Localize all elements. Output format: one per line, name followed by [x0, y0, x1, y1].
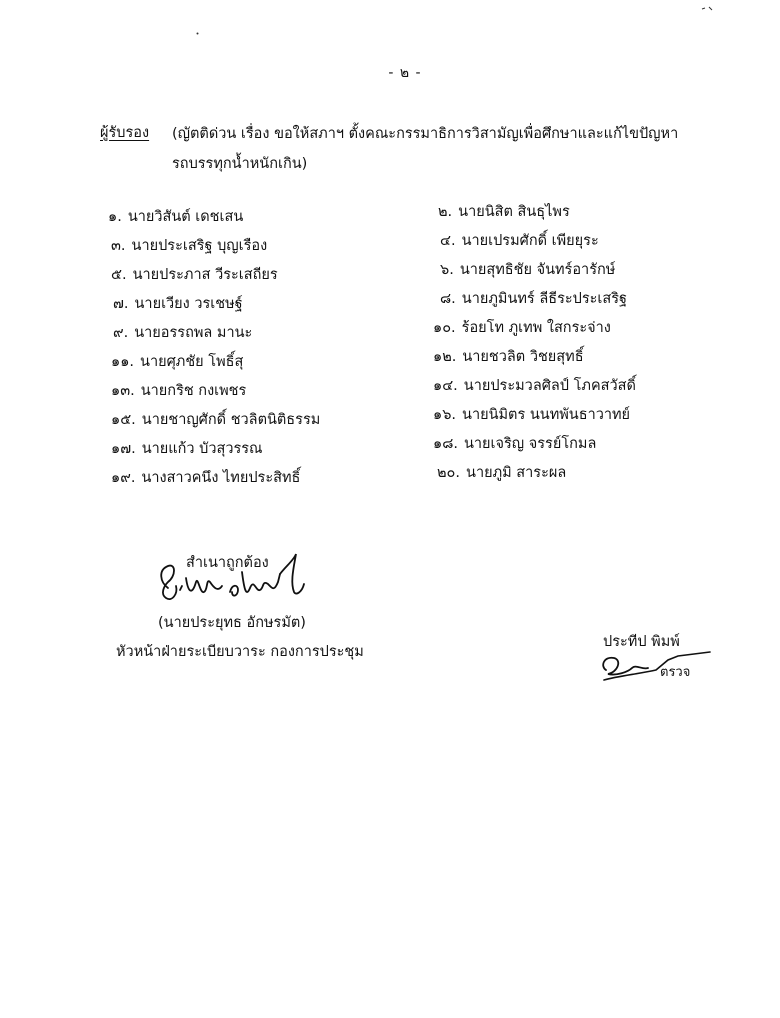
signer-number: ๒.	[438, 204, 453, 220]
signer-item	[111, 437, 263, 460]
signer-number: ๑๔.	[433, 378, 458, 394]
signer-item	[440, 287, 627, 310]
signer-number: ๑๐.	[433, 320, 456, 336]
signer-name: นายประมวลศิลป์ โภคสวัสดิ์	[463, 378, 636, 394]
signer-name: นายสุทธิชัย จันทร์อารักษ์	[459, 262, 616, 278]
signer-number: ๔.	[440, 233, 456, 249]
signer-item	[433, 432, 596, 455]
signer-item	[108, 205, 243, 228]
typist-name: ประทีป พิมพ์	[603, 634, 680, 650]
signer-number: ๙.	[113, 325, 129, 341]
signer-number: ๑๘.	[433, 436, 458, 452]
certifier-position: หัวหน้าฝ่ายระเบียบวาระ กองการประชุม	[116, 644, 364, 660]
signer-number: ๑๕.	[111, 412, 136, 428]
signer-number: ๗.	[113, 296, 129, 312]
signer-item	[433, 403, 630, 426]
signers-list	[0, 197, 780, 497]
signer-item	[433, 316, 611, 339]
signer-item	[440, 229, 599, 252]
certified-label: สำเนาถูกต้อง	[186, 555, 269, 571]
signer-item	[113, 321, 252, 344]
header-label: ผู้รับรอง	[100, 125, 150, 141]
header-text: (ญัตติด่วน เรื่อง ขอให้สภาฯ ตั้งคณะกรรมาธิการวิสามัญเพื่อศึกษาและแก้ไขปัญหารถบรรทุกน้ำหนักเกิน)	[172, 126, 679, 172]
signer-item	[111, 408, 320, 431]
signer-item	[111, 466, 300, 489]
signer-name: นายศุภชัย โพธิ์สุ	[140, 354, 244, 370]
signer-name: นายอรรถพล มานะ	[134, 325, 253, 341]
signer-name: ร้อยโท ภูเทพ ใสกระจ่าง	[461, 320, 611, 336]
signer-name: นายเปรมศักดิ์ เพียยุระ	[461, 233, 599, 249]
signer-item	[111, 350, 243, 373]
signer-name: นายชวลิต วิชยสุทธิ์	[462, 349, 584, 365]
signer-name: นายประเสริฐ บุญเรือง	[131, 238, 268, 254]
signer-number: ๑๑.	[111, 354, 135, 370]
signer-item	[111, 263, 278, 286]
signer-item	[440, 258, 615, 281]
signer-item	[111, 234, 267, 257]
signer-name: นายประภาส วีระเสถียร	[132, 267, 278, 283]
signer-item	[111, 379, 246, 402]
stray-dot	[196, 32, 199, 35]
checker-signature	[598, 646, 718, 686]
signer-name: นายภูมิ สาระผล	[466, 465, 567, 481]
signer-number: ๑๖.	[433, 407, 457, 423]
signer-item	[433, 345, 584, 368]
certifier-signature	[146, 552, 318, 612]
signer-number: ๘.	[440, 291, 456, 307]
signer-item	[437, 461, 566, 484]
signer-item	[433, 374, 636, 397]
signer-number: ๑๒.	[433, 349, 457, 365]
signer-number: ๒๐.	[437, 465, 461, 481]
signer-name: นายเวียง วรเชษฐ์	[134, 296, 243, 312]
signer-name: นายภูมินทร์ ลีธีระประเสริฐ	[461, 291, 628, 307]
signer-number: ๑.	[108, 209, 122, 225]
signer-number: ๑๓.	[111, 383, 135, 399]
signer-name: นายนิมิตร นนทพันธาวาทย์	[462, 407, 631, 423]
signer-name: นายวิสันต์ เดชเสน	[127, 209, 244, 225]
signer-number: ๑๗.	[111, 441, 136, 457]
signer-number: ๓.	[111, 238, 126, 254]
certifier-name: (นายประยุทธ อักษรมัต)	[158, 615, 306, 631]
signer-name: นางสาวคนึง ไทยประสิทธิ์	[141, 470, 301, 486]
page-number: - ๒ -	[388, 65, 422, 81]
signer-number: ๖.	[440, 262, 454, 278]
signer-item	[113, 292, 243, 315]
checker-mark: ตรวจ	[660, 665, 691, 680]
signer-item	[438, 200, 570, 223]
signer-name: นายชาญศักดิ์ ชวลิตนิติธรรม	[141, 412, 321, 428]
signer-name: นายนิสิต สินธุไพร	[458, 204, 570, 220]
signer-name: นายกริช กงเพชร	[140, 383, 247, 399]
signer-name: นายเจริญ จรรย์โกมล	[464, 436, 597, 452]
signer-name: นายแก้ว บัวสุวรรณ	[141, 441, 263, 457]
corner-mark	[700, 4, 716, 16]
signer-number: ๕.	[111, 267, 127, 283]
signer-number: ๑๙.	[111, 470, 136, 486]
